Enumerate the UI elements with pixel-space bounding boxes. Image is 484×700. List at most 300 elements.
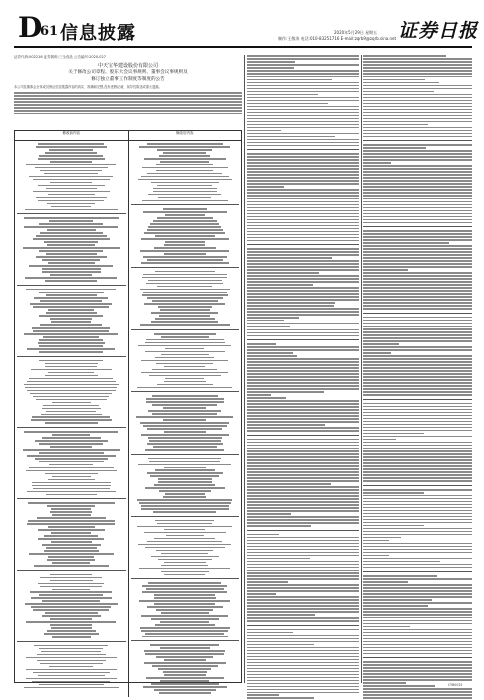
row-separator	[247, 244, 359, 245]
fine-print-line	[247, 578, 359, 580]
fine-print-line	[363, 168, 472, 170]
row-separator	[247, 435, 359, 436]
fine-print-line	[247, 665, 359, 667]
fine-print-line	[363, 334, 472, 336]
fine-print-line	[363, 70, 472, 72]
fine-print-line	[247, 570, 359, 572]
fine-print-line	[363, 664, 472, 666]
fine-print-line	[247, 308, 359, 310]
fine-print-line	[158, 306, 212, 308]
fine-print-line	[25, 209, 118, 211]
issue-date: 2020年5月29日 星期五	[334, 30, 378, 35]
notice-title	[14, 69, 242, 83]
fine-print-line	[52, 589, 90, 591]
fine-print-line	[141, 630, 228, 632]
fine-print-line	[163, 419, 206, 421]
fine-print-line	[247, 620, 359, 622]
fine-print-line	[363, 391, 472, 393]
fine-print-line	[50, 580, 93, 582]
fine-print-line	[363, 153, 472, 155]
fine-print-line	[160, 647, 210, 649]
fine-print-line	[363, 323, 472, 325]
fine-print-line	[363, 159, 472, 161]
fine-print-line	[247, 546, 359, 548]
notice-title-line1: 关于修改公司章程、股东大会议事规则、董事会议事规则及	[68, 70, 188, 75]
fine-print-line	[46, 312, 97, 314]
fine-print-line	[24, 431, 118, 433]
fine-print-line	[363, 254, 472, 256]
fine-print-line	[363, 236, 472, 238]
fine-print-line	[247, 88, 359, 90]
fine-print-line	[247, 127, 359, 129]
fine-print-line	[138, 544, 231, 546]
fine-print-line	[142, 277, 227, 279]
fine-print-line	[247, 519, 359, 521]
fine-print-line	[363, 189, 472, 191]
fine-print-line	[363, 373, 472, 375]
fine-print-line	[27, 455, 116, 457]
fine-print-line	[159, 315, 210, 317]
row-separator	[17, 285, 126, 286]
fine-print-line	[247, 415, 359, 417]
fine-print-line	[363, 73, 472, 75]
fine-print-line	[363, 91, 434, 93]
fine-print-line	[247, 156, 359, 158]
fine-print-line	[247, 153, 359, 155]
fine-print-line	[29, 265, 113, 267]
fine-print-line	[50, 182, 92, 184]
fine-print-line	[156, 170, 214, 172]
fine-print-line	[247, 605, 359, 607]
fine-print-line	[363, 534, 472, 536]
fine-print-line	[247, 207, 359, 209]
fine-print-line	[48, 556, 94, 558]
fine-print-line	[143, 274, 227, 276]
row-separator	[131, 454, 240, 455]
row-separator	[17, 570, 126, 571]
fine-print-line	[164, 381, 206, 383]
fine-print-line	[47, 203, 95, 205]
fine-print-line	[42, 259, 100, 261]
fine-print-line	[247, 406, 359, 408]
fine-print-line	[363, 623, 472, 625]
fine-print-line	[165, 214, 205, 216]
fine-print-line	[151, 556, 219, 558]
fine-print-line	[247, 323, 359, 325]
fine-print-line	[247, 477, 359, 479]
fine-print-line	[363, 133, 472, 135]
fine-print-line	[156, 550, 214, 552]
row-separator	[363, 313, 472, 314]
row-separator	[131, 640, 240, 641]
fine-print-line	[33, 179, 110, 181]
fine-print-line	[137, 526, 232, 528]
fine-print-line	[23, 247, 120, 249]
fine-print-line	[247, 231, 359, 233]
fine-print-line	[247, 189, 359, 191]
fine-print-line	[247, 251, 359, 253]
fine-print-line	[147, 428, 222, 430]
fine-print-line	[363, 242, 449, 244]
fine-print-line	[363, 320, 472, 322]
fine-print-line	[363, 305, 472, 307]
fine-print-line	[363, 480, 472, 482]
fine-print-line	[150, 223, 219, 225]
fine-print-line	[154, 689, 216, 691]
fine-print-line	[37, 660, 106, 662]
fine-print-line	[47, 559, 95, 561]
fine-print-line	[164, 529, 205, 531]
fine-print-line	[42, 268, 101, 270]
fine-print-line	[138, 464, 231, 466]
fine-print-line	[247, 124, 359, 126]
fine-print-line	[247, 85, 359, 87]
fine-print-line	[148, 582, 221, 584]
fine-print-line	[247, 453, 359, 455]
fine-print-line	[247, 492, 359, 494]
fine-print-line	[247, 379, 359, 381]
fine-print-line	[363, 697, 472, 699]
fine-print-line	[247, 248, 359, 250]
fine-print-line	[158, 197, 211, 199]
fine-print-line	[152, 369, 217, 371]
fine-print-line	[157, 217, 213, 219]
fine-print-line	[146, 677, 224, 679]
fine-print-line	[45, 473, 98, 475]
fine-print-line	[247, 118, 359, 120]
fine-print-line	[39, 360, 103, 362]
fine-print-line	[363, 349, 472, 351]
fine-print-line	[363, 638, 472, 640]
fine-print-line	[247, 671, 359, 673]
fine-print-line	[34, 645, 108, 647]
fine-print-line	[247, 177, 359, 179]
fine-print-line	[153, 188, 217, 190]
fine-print-line	[247, 355, 297, 357]
fine-print-line	[247, 332, 359, 334]
fine-print-line	[363, 198, 472, 200]
fine-print-line	[247, 91, 359, 93]
fine-print-line	[142, 167, 228, 169]
column-divider	[244, 55, 245, 683]
fine-print-line	[50, 574, 92, 576]
fine-print-line	[363, 204, 472, 206]
fine-print-line	[247, 430, 359, 432]
fine-print-line	[363, 459, 472, 461]
fine-print-line	[247, 290, 359, 292]
fine-print-line	[26, 678, 117, 680]
fine-print-line	[363, 118, 472, 120]
fine-print-line	[48, 262, 95, 264]
fine-print-line	[247, 260, 359, 262]
fine-print-line	[363, 558, 472, 560]
fine-print-line	[363, 546, 472, 548]
fine-print-line	[38, 185, 105, 187]
fine-print-line	[247, 343, 276, 345]
fine-print-line	[52, 514, 91, 516]
fine-print-line	[142, 294, 228, 296]
fine-print-line	[247, 680, 359, 682]
fine-print-line	[39, 684, 104, 686]
fine-print-line	[26, 470, 117, 472]
fine-print-line	[363, 403, 472, 405]
fine-print-line	[363, 361, 472, 363]
fine-print-line	[363, 590, 472, 592]
fine-print-line	[363, 109, 472, 111]
fine-print-line	[157, 384, 213, 386]
fine-print-line	[154, 333, 216, 335]
fine-print-line	[363, 147, 426, 149]
fine-print-line	[247, 335, 359, 337]
fine-print-line	[39, 594, 103, 596]
fine-print-line	[156, 609, 214, 611]
fine-print-line	[163, 496, 206, 498]
fine-print-line	[363, 67, 472, 69]
fine-print-line	[247, 394, 271, 396]
fine-print-line	[157, 149, 212, 151]
fine-print-line	[363, 183, 472, 185]
fine-print-line	[38, 529, 105, 531]
fine-print-line	[164, 674, 206, 676]
fine-print-line	[247, 617, 359, 619]
fine-print-line	[363, 58, 472, 60]
fine-print-line	[154, 597, 216, 599]
fine-print-line	[363, 272, 472, 274]
fine-print-line	[14, 92, 242, 94]
fine-print-line	[156, 164, 214, 166]
fine-print-line	[51, 206, 91, 208]
fine-print-line	[141, 360, 228, 362]
fine-print-line	[247, 403, 359, 405]
fine-print-line	[247, 456, 359, 458]
fine-print-line	[363, 522, 472, 524]
fine-print-line	[49, 666, 93, 668]
fine-print-line	[32, 327, 110, 329]
fine-print-line	[26, 669, 117, 671]
row-separator	[363, 226, 472, 227]
fine-print-line	[363, 281, 472, 283]
fine-print-line	[48, 309, 94, 311]
fine-print-line	[247, 106, 359, 108]
fine-print-line	[363, 233, 472, 235]
fine-print-line	[363, 192, 472, 194]
fine-print-line	[33, 306, 109, 308]
fine-print-line	[363, 614, 472, 616]
fine-print-line	[363, 409, 472, 411]
fine-print-line	[247, 133, 359, 135]
fine-print-line	[39, 155, 103, 157]
fine-print-line	[247, 564, 359, 566]
fine-print-line	[152, 413, 217, 415]
fine-print-line	[363, 519, 472, 521]
fine-print-line	[247, 427, 359, 429]
fine-print-line	[137, 499, 232, 501]
fine-print-line	[363, 331, 472, 333]
fine-print-line	[30, 393, 112, 395]
fine-print-line	[247, 516, 359, 518]
row-separator	[247, 625, 359, 626]
fine-print-line	[247, 58, 359, 60]
fine-print-line	[247, 632, 293, 634]
fine-print-line	[42, 615, 101, 617]
fine-print-line	[363, 222, 472, 224]
fine-print-line	[363, 688, 472, 690]
fine-print-line	[148, 410, 221, 412]
fine-print-line	[164, 431, 206, 433]
fine-print-line	[363, 617, 472, 619]
fine-print-line	[363, 263, 472, 265]
fine-print-line	[247, 445, 359, 447]
fine-print-line	[151, 312, 218, 314]
fine-print-line	[363, 442, 472, 444]
fine-print-line	[363, 269, 408, 271]
fine-print-line	[247, 677, 359, 679]
fine-print-line	[158, 481, 212, 483]
fine-print-line	[40, 586, 102, 588]
fine-print-line	[363, 379, 472, 381]
fine-print-line	[363, 248, 472, 250]
row-separator	[247, 149, 359, 150]
fine-print-line	[247, 225, 359, 227]
fine-print-line	[247, 483, 331, 485]
fine-print-line	[155, 318, 215, 320]
fine-print-line	[247, 373, 359, 375]
fine-print-line	[26, 657, 117, 659]
intro-paragraph	[14, 92, 242, 114]
fine-print-line	[363, 251, 472, 253]
fine-print-line	[363, 596, 472, 598]
fine-print-line	[46, 188, 97, 190]
fine-print-line	[247, 82, 359, 84]
fine-print-line	[46, 411, 96, 413]
fine-print-line	[247, 567, 359, 569]
fine-print-line	[363, 436, 472, 438]
fine-print-line	[142, 200, 228, 202]
fine-print-line	[154, 603, 215, 605]
fine-print-line	[247, 462, 359, 464]
fine-print-line	[33, 488, 110, 490]
fine-print-line	[146, 283, 223, 285]
fine-print-line	[144, 532, 226, 534]
fine-print-line	[31, 597, 112, 599]
fine-print-line	[247, 397, 286, 399]
fine-print-line	[161, 336, 209, 338]
fine-print-line	[166, 535, 204, 537]
fine-print-line	[247, 61, 295, 63]
fine-print-line	[363, 510, 472, 512]
fine-print-line	[247, 367, 359, 369]
fine-print-line	[247, 296, 359, 298]
fine-print-line	[247, 507, 359, 509]
fine-print-line	[247, 317, 299, 319]
fine-print-line	[363, 465, 472, 467]
fine-print-line	[247, 100, 359, 102]
header-before: 修改前内容	[62, 131, 80, 135]
fine-print-line	[158, 559, 212, 561]
fine-print-line	[148, 437, 222, 439]
fine-print-line	[29, 176, 113, 178]
header-after: 修改后内容	[128, 131, 242, 140]
fine-print-line	[363, 445, 472, 447]
fine-print-line	[157, 286, 212, 288]
fine-print-line	[152, 665, 218, 667]
fine-print-line	[44, 241, 98, 243]
fine-print-line	[38, 538, 104, 540]
fine-print-line	[44, 535, 98, 537]
fine-print-line	[151, 618, 219, 620]
fine-print-line	[27, 348, 115, 350]
fine-print-line	[363, 450, 472, 452]
fine-print-line	[363, 308, 472, 310]
fine-print-line	[363, 629, 472, 631]
fine-print-line	[363, 694, 472, 696]
fine-print-line	[363, 156, 472, 158]
fine-print-line	[14, 101, 242, 103]
fine-print-line	[363, 213, 472, 215]
fine-print-line	[363, 302, 472, 304]
fine-print-line	[156, 656, 214, 658]
fine-print-line	[247, 424, 325, 426]
fine-print-line	[247, 421, 359, 423]
fine-print-line	[247, 174, 359, 176]
fine-print-line	[247, 614, 315, 616]
fine-print-line	[363, 462, 472, 464]
fine-print-line	[147, 259, 223, 261]
fine-print-line	[31, 369, 112, 371]
fine-print-line	[158, 478, 212, 480]
fine-print-line	[363, 171, 472, 173]
fine-print-line	[39, 250, 103, 252]
fine-print-line	[247, 668, 359, 670]
fine-print-line	[363, 326, 472, 328]
fine-print-line	[363, 581, 408, 583]
fine-print-line	[149, 375, 221, 377]
fine-print-line	[247, 142, 359, 144]
fine-print-line	[363, 537, 401, 539]
fine-print-line	[363, 540, 389, 542]
fine-print-line	[151, 321, 218, 323]
fine-print-line	[140, 289, 230, 291]
fine-print-line	[363, 61, 472, 63]
fine-print-line	[150, 475, 219, 477]
fine-print-line	[363, 64, 472, 66]
fine-print-line	[363, 561, 440, 563]
fine-print-line	[45, 280, 97, 282]
fine-print-line	[141, 238, 229, 240]
fine-print-line	[144, 662, 226, 664]
fine-print-line	[363, 278, 472, 280]
fine-print-line	[42, 408, 101, 410]
fine-print-line	[363, 661, 472, 663]
fine-print-line	[247, 513, 291, 515]
fine-print-line	[247, 195, 359, 197]
table-continuation-right	[363, 55, 472, 685]
fine-print-line	[363, 275, 472, 277]
fine-print-line	[247, 697, 314, 699]
fine-print-line	[44, 633, 99, 635]
fine-print-line	[39, 315, 103, 317]
fine-print-line	[363, 549, 472, 551]
fine-print-line	[363, 299, 472, 301]
fine-print-line	[247, 97, 359, 99]
stock-code-line: 证券代码:002216 证券简称:三全食品 公告编号:2020-027	[14, 55, 106, 59]
fine-print-line	[158, 668, 211, 670]
fine-print-line	[247, 302, 335, 304]
fine-print-line	[159, 692, 211, 694]
fine-print-line	[247, 674, 359, 676]
fine-print-line	[247, 228, 359, 230]
fine-print-line	[50, 511, 92, 513]
